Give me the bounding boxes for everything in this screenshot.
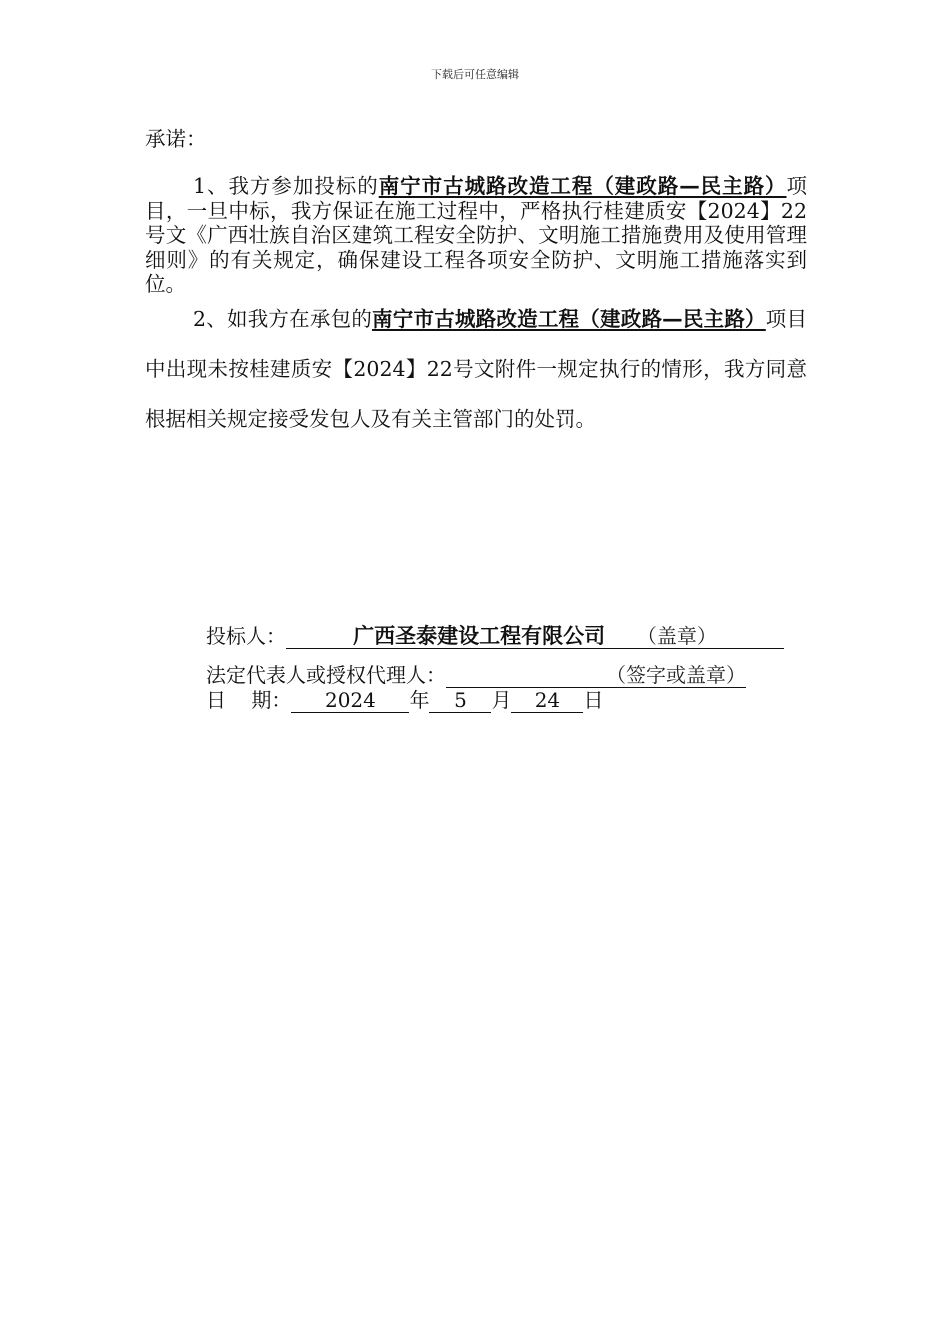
commitment-heading: 承诺： [145, 127, 207, 151]
p1-prefix: 1、我方参加投标的 [193, 174, 379, 198]
p1-project-name: 南宁市古城路改造工程（建政路—民主路） [378, 174, 787, 198]
date-day-unit: 日 [583, 688, 604, 712]
commitment-paragraph-2 [145, 294, 807, 444]
date-line [206, 684, 603, 713]
date-month-unit: 月 [491, 688, 512, 712]
date-day-field[interactable]: 24 [511, 688, 583, 713]
date-month-field[interactable]: 5 [429, 688, 491, 713]
representative-label: 法定代表人或授权代理人： [206, 663, 446, 687]
representative-sign-note: （签字或盖章） [606, 663, 746, 687]
date-label: 日 期： [206, 688, 292, 712]
bidder-line [206, 620, 784, 649]
commitment-paragraph-1 [145, 174, 807, 297]
p2-prefix: 2、如我方在承包的 [193, 307, 373, 331]
p2-suffix: 项目中出现未按桂建质安【2024】22号文附件一规定执行的情形，我方同意根据相关规定接受发包人及有关主管部门的处罚。 [145, 307, 808, 431]
bidder-field[interactable] [286, 624, 784, 649]
p1-suffix: 项目，一旦中标，我方保证在施工过程中，严格执行桂建质安【2024】22号文《广西壮族自治区建筑工程安全防护、文明施工措施费用及使用管理细则》的有关规定，确保建设工程各项安全防护、文明施工措施落实到位。 [145, 174, 808, 297]
date-year-field[interactable]: 2024 [291, 688, 409, 713]
bidder-company-name: 广西圣泰建设工程有限公司 [353, 624, 606, 648]
date-year-unit: 年 [409, 688, 430, 712]
p2-project-name: 南宁市古城路改造工程（建政路—民主路） [372, 307, 766, 331]
bidder-seal-note: （盖章） [636, 624, 717, 648]
page-header: 下载后可任意编辑 [431, 68, 519, 81]
bidder-label: 投标人： [206, 624, 286, 648]
